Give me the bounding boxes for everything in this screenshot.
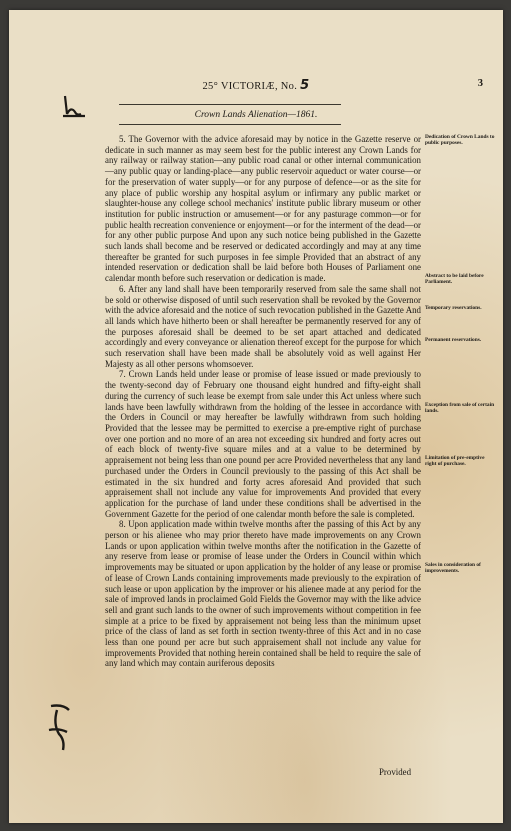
section-5: 5. The Governor with the advice aforesaid may by notice in the Gazette reserve or dedicate in such manner as may seem best for the public interest any Crown Lands for any railway or railway station—any public road canal or other internal communication—any public quay or landing-place—any public reservoir aqueduct or water course—or for the preservation of water supply—or for any purpose of defence—or as the site for any place of public worship any hospital asylum or infirmary any public market or slaughter-house any college school mechanics' institute public library museum or other institution for public instruction or amusement—or for any pasturage common—or for public health recreation convenience or enjoyment—or for the interment of the dead—or for any other public purpose And upon any such notice being published in the Gazette such lands shall become and be reserved or dedicated accordingly and may at any time thereafter be granted for such purposes in fee simple Provided that an abstract of any intended reservation or dedication shall be laid before both Houses of Parliament one calendar month before such reservation or dedication is made. (105, 134, 421, 284)
catchword-provided: Provided (379, 767, 412, 777)
page-number: 3 (477, 78, 483, 89)
page-header (9, 78, 503, 93)
marginal-note: Temporary reservations. (425, 305, 482, 312)
marginal-note: Dedication of Crown Lands to public purposes. (425, 134, 495, 147)
act-subtitle: Crown Lands Alienation—1861. (194, 110, 318, 120)
header-rule-bottom (119, 124, 341, 125)
marginal-note: Sales in consideration of improvements. (425, 562, 481, 575)
handwritten-number: 5 (300, 78, 310, 93)
marginal-note: Permanent reservations. (425, 337, 482, 344)
document-page (9, 10, 503, 823)
body-text (105, 134, 421, 669)
section-6: 6. After any land shall have been temporarily reserved from sale the same shall not be sold or otherwise disposed of until such reservation shall be revoked by the Governor with the advice aforesaid and the notice of such revocation published in the Gazette And all lands which have hitherto been or shall hereafter be permanently reserved for any of the purposes aforesaid shall be deemed to be set apart attached and dedicated accordingly and every conveyance or alienation thereof except for the purpose for which such reservation shall have been made shall be absolutely void as well against Her Majesty as all other persons whomsoever. (105, 283, 421, 369)
section-7: 7. Crown Lands held under lease or promise of lease issued or made previously to the twenty-second day of February one thousand eight hundred and fifty-eight shall during the currency of such lease be exempt from sale under this Act unless where such lands have been lawfully withdrawn from the holding of the lessee in accordance with the Orders in Council or may hereafter be lawfully withdrawn from such holding Provided that the lessee may be permitted to exercise a pre-emptive right of purchase over one portion and no more of an area not exceeding six hundred and forty acres out of each block of twenty-five square miles and at a value to be determined by appraisement not being less than one pound per acre Provided nevertheless that any land purchased under the Orders in Council previously to the passing of this Act shall be estimated in the six hundred and forty acres aforesaid And provided that such appraisement shall not include any value for improvements And provided that every application for the purchase of land under these conditions shall be advertised in the Government Gazette for the period of one calendar month before the sale is completed. (105, 369, 421, 519)
marginal-note: Abstract to be laid before Parliament. (425, 273, 484, 286)
section-8: 8. Upon application made within twelve months after the passing of this Act by any person or his alienee who may prior thereto have made improvements on any Crown Lands or upon application within twelve months after the notification in the Gazette of any reserve from lease or promise of lease under the Orders in Council within which improvements may be situated or upon application by the holder of any lease or promise of lease of Crown Lands containing improvements made previously to the expiration of such lease or upon application by the improver or his alienee made at any period for the sale of improved lands in proclaimed Gold Fields the Governor may with the like advice sell and grant such lands to the owner of such improvements without competition in fee simple at a price to be fixed by appraisement not being less than the minimum upset price of the class of land as set forth in section twenty-three of this Act and in no case less than one pound per acre but such appraisement shall not include any value for improvements Provided that nothing herein contained shall be held to require the sale of any land which may contain auriferous deposits (105, 519, 421, 669)
handwritten-mark-bottom (45, 700, 75, 765)
marginal-note: Exception from sale of certain lands. (425, 401, 495, 414)
header-title: 25° VICTORIÆ, No. (202, 81, 298, 92)
marginal-note: Limitation of pre-emptive right of purchase. (425, 455, 485, 468)
header-rule-top (119, 104, 341, 105)
